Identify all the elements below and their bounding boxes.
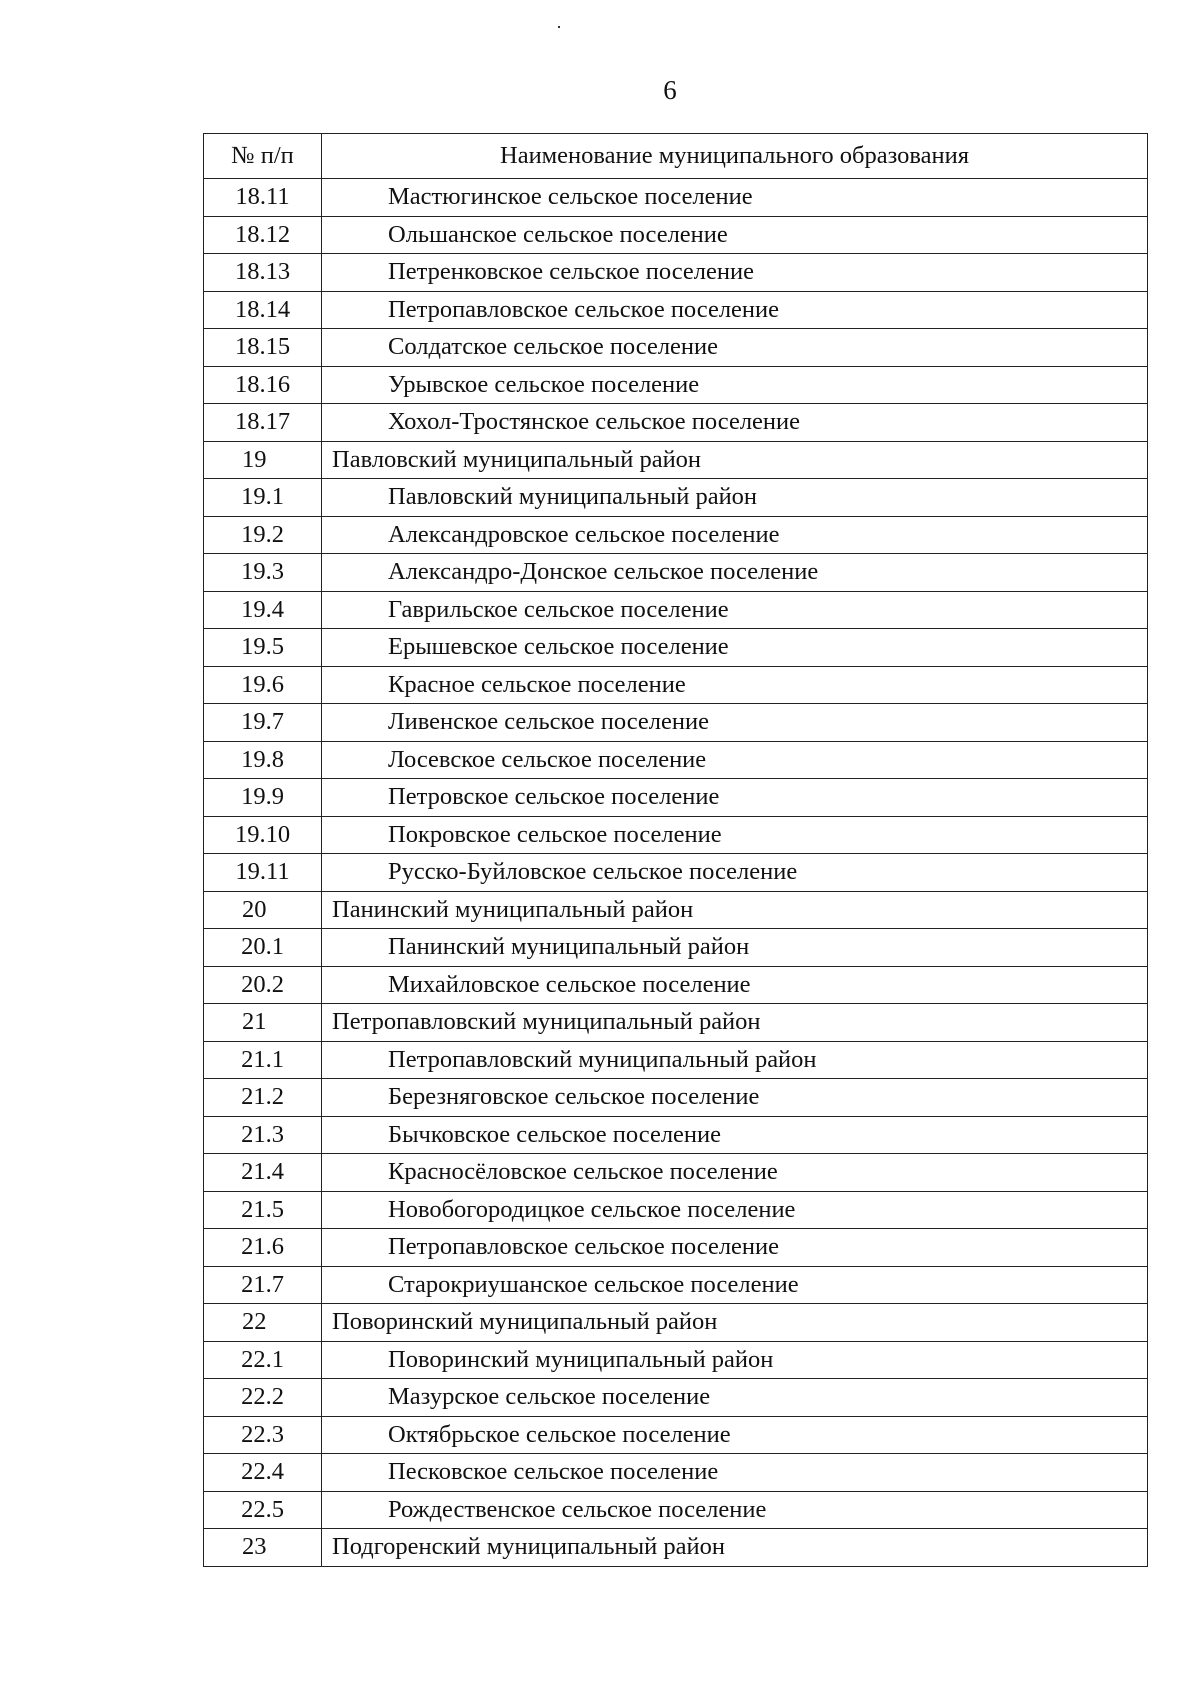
row-number: 19.7: [204, 704, 322, 742]
row-number: 18.17: [204, 404, 322, 442]
table-row: [204, 1041, 1148, 1079]
municipality-name: Петровское сельское поселение: [322, 779, 1148, 817]
table-body: [204, 179, 1148, 1567]
municipality-name: Лосевское сельское поселение: [322, 741, 1148, 779]
row-number: 21.4: [204, 1154, 322, 1192]
municipality-name: Александровское сельское поселение: [322, 516, 1148, 554]
row-number: 19.11: [204, 854, 322, 892]
municipality-name: Ливенское сельское поселение: [322, 704, 1148, 742]
row-number: 21.2: [204, 1079, 322, 1117]
table-row: [204, 1304, 1148, 1342]
row-number: 21.6: [204, 1229, 322, 1267]
municipality-name: Хохол-Тростянское сельское поселение: [322, 404, 1148, 442]
table-row: [204, 1379, 1148, 1417]
table-row: [204, 1191, 1148, 1229]
municipality-name: Красносёловское сельское поселение: [322, 1154, 1148, 1192]
municipality-name: Гаврильское сельское поселение: [322, 591, 1148, 629]
table-row: [204, 1416, 1148, 1454]
municipality-name: Русско-Буйловское сельское поселение: [322, 854, 1148, 892]
municipality-name: Панинский муниципальный район: [322, 929, 1148, 967]
table-row: [204, 779, 1148, 817]
row-number: 18.15: [204, 329, 322, 367]
row-number: 19.2: [204, 516, 322, 554]
table-row: [204, 741, 1148, 779]
table-row: [204, 1529, 1148, 1567]
municipality-name: Александро-Донское сельское поселение: [322, 554, 1148, 592]
row-number: 19.6: [204, 666, 322, 704]
table-row: [204, 1229, 1148, 1267]
table-row: [204, 366, 1148, 404]
district-name: Поворинский муниципальный район: [322, 1304, 1148, 1342]
table-row: [204, 441, 1148, 479]
municipality-name: Бычковское сельское поселение: [322, 1116, 1148, 1154]
municipality-name: Старокриушанское сельское поселение: [322, 1266, 1148, 1304]
table-row: [204, 854, 1148, 892]
page-number: 6: [663, 75, 677, 105]
municipality-name: Мастюгинское сельское поселение: [322, 179, 1148, 217]
row-number: 18.11: [204, 179, 322, 217]
table-row: [204, 291, 1148, 329]
table-row: [204, 666, 1148, 704]
municipality-name: Ерышевское сельское поселение: [322, 629, 1148, 667]
row-number: 18.13: [204, 254, 322, 292]
table-row: [204, 629, 1148, 667]
municipality-name: Поворинский муниципальный район: [322, 1341, 1148, 1379]
district-name: Панинский муниципальный район: [322, 891, 1148, 929]
table-row: [204, 554, 1148, 592]
municipality-name: Мазурское сельское поселение: [322, 1379, 1148, 1417]
table-row: [204, 929, 1148, 967]
municipality-name: Ольшанское сельское поселение: [322, 216, 1148, 254]
row-number: 22.5: [204, 1491, 322, 1529]
municipality-name: Солдатское сельское поселение: [322, 329, 1148, 367]
header-name: Наименование муниципального образования: [322, 134, 1148, 179]
row-number: 19.5: [204, 629, 322, 667]
table-row: [204, 966, 1148, 1004]
table-row: [204, 1116, 1148, 1154]
table-row: [204, 404, 1148, 442]
row-number: 19.3: [204, 554, 322, 592]
table-row: [204, 891, 1148, 929]
municipality-name: Павловский муниципальный район: [322, 479, 1148, 517]
municipality-name: Новобогородицкое сельское поселение: [322, 1191, 1148, 1229]
header-number: № п/п: [204, 134, 322, 179]
municipal-registry-table: [203, 133, 1148, 1567]
municipality-name: Песковское сельское поселение: [322, 1454, 1148, 1492]
district-name: Петропавловский муниципальный район: [322, 1004, 1148, 1042]
table-row: [204, 1266, 1148, 1304]
row-number: 18.16: [204, 366, 322, 404]
table-row: [204, 1341, 1148, 1379]
row-number: 21.3: [204, 1116, 322, 1154]
municipality-name: Урывское сельское поселение: [322, 366, 1148, 404]
row-number: 22.1: [204, 1341, 322, 1379]
table-row: [204, 1491, 1148, 1529]
table-row: [204, 1079, 1148, 1117]
district-name: Подгоренский муниципальный район: [322, 1529, 1148, 1567]
row-number: 23: [204, 1529, 322, 1567]
table-row: [204, 1004, 1148, 1042]
table-header-row: [204, 134, 1148, 179]
table-row: [204, 216, 1148, 254]
row-number: 22.2: [204, 1379, 322, 1417]
row-number: 19.1: [204, 479, 322, 517]
table-row: [204, 591, 1148, 629]
table-row: [204, 329, 1148, 367]
table-row: [204, 704, 1148, 742]
table-row: [204, 516, 1148, 554]
row-number: 18.14: [204, 291, 322, 329]
row-number: 19.10: [204, 816, 322, 854]
district-name: Павловский муниципальный район: [322, 441, 1148, 479]
municipality-name: Березняговское сельское поселение: [322, 1079, 1148, 1117]
table-row: [204, 254, 1148, 292]
municipality-name: Октябрьское сельское поселение: [322, 1416, 1148, 1454]
municipality-name: Петренковское сельское поселение: [322, 254, 1148, 292]
municipality-name: Рождественское сельское поселение: [322, 1491, 1148, 1529]
row-number: 22.4: [204, 1454, 322, 1492]
municipality-name: Петропавловский муниципальный район: [322, 1041, 1148, 1079]
row-number: 18.12: [204, 216, 322, 254]
row-number: 21: [204, 1004, 322, 1042]
row-number: 19.9: [204, 779, 322, 817]
row-number: 21.1: [204, 1041, 322, 1079]
row-number: 20: [204, 891, 322, 929]
municipality-name: Покровское сельское поселение: [322, 816, 1148, 854]
scan-speck: [558, 26, 560, 28]
row-number: 19.4: [204, 591, 322, 629]
table-row: [204, 1454, 1148, 1492]
table-row: [204, 179, 1148, 217]
municipality-name: Красное сельское поселение: [322, 666, 1148, 704]
table-row: [204, 1154, 1148, 1192]
row-number: 19: [204, 441, 322, 479]
table-row: [204, 816, 1148, 854]
row-number: 19.8: [204, 741, 322, 779]
municipality-name: Михайловское сельское поселение: [322, 966, 1148, 1004]
row-number: 20.2: [204, 966, 322, 1004]
row-number: 22.3: [204, 1416, 322, 1454]
row-number: 21.5: [204, 1191, 322, 1229]
row-number: 21.7: [204, 1266, 322, 1304]
row-number: 22: [204, 1304, 322, 1342]
table-row: [204, 479, 1148, 517]
row-number: 20.1: [204, 929, 322, 967]
municipality-name: Петропавловское сельское поселение: [322, 291, 1148, 329]
municipality-name: Петропавловское сельское поселение: [322, 1229, 1148, 1267]
